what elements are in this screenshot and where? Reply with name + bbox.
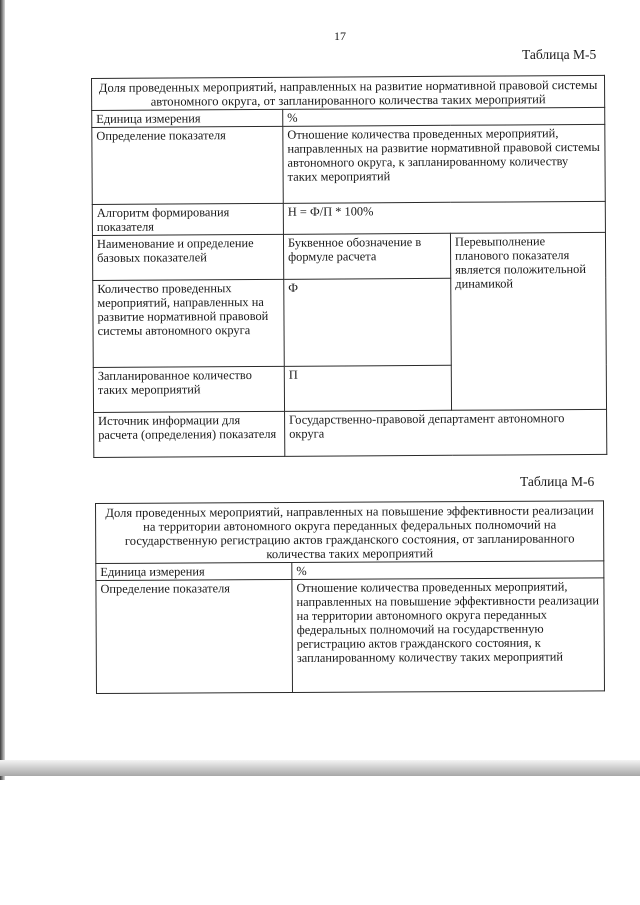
- scan-page-bottom-edge: [0, 760, 640, 776]
- table-m5-caption: Таблица М-5: [522, 47, 597, 62]
- table-m6: [95, 500, 605, 694]
- plan-label: Запланированное количество таких мероприятий: [93, 366, 284, 412]
- dynamics-note: Перевыполнение планового показателя является положительной динамикой: [450, 232, 606, 410]
- symbol-header: Буквенное обозначение в формуле расчета: [283, 233, 450, 279]
- table-row: [96, 578, 605, 694]
- table-m6-caption: Таблица М-6: [520, 474, 595, 489]
- definition-label: Определение показателя: [96, 579, 293, 693]
- definition-label: Определение показателя: [92, 126, 283, 204]
- definition-value: Отношение количества проведенных мероприятий, направленных на повышение эффективности реализации на территории автономного округа переданных федеральных полномочий на государственную регистрацию актов гражданского состояния, к запланированному количеству таких мероприятий: [292, 578, 605, 693]
- table-m5: [91, 75, 607, 458]
- unit-value: %: [283, 107, 605, 126]
- scan-edge: [0, 0, 5, 780]
- indicator-title: Доля проведенных мероприятий, направленных на развитие нормативной правовой системы автономного округа, от запланированного количества таких мероприятий: [92, 75, 605, 110]
- table-row: [94, 409, 607, 457]
- page-number: 17: [334, 29, 346, 43]
- base-indicators-label: Наименование и определение базовых показателей: [92, 234, 283, 280]
- table-row: [92, 124, 605, 204]
- table-row: [92, 232, 605, 280]
- table-row: [92, 75, 605, 110]
- definition-value: Отношение количества проведенных мероприятий, направленных на развитие нормативной правовой системы автономного округа, к запланированному количеству таких мероприятий: [283, 124, 605, 203]
- source-label: Источник информации для расчета (определения) показателя: [94, 411, 285, 457]
- table-row: [96, 501, 604, 564]
- fact-label: Количество проведенных мероприятий, направленных на развитие нормативной правовой системы автономного округа: [93, 279, 285, 367]
- algorithm-label: Алгоритм формирования показателя: [92, 203, 283, 235]
- indicator-title: Доля проведенных мероприятий, направленных на повышение эффективности реализации на территории автономного округа переданных федеральных полномочий на государственную регистрацию актов гражданского состояния, от запланированного количества таких мероприятий: [96, 501, 604, 564]
- unit-label: Единица измерения: [96, 562, 292, 580]
- source-value: Государственно-правовой департамент автономного округа: [285, 409, 607, 456]
- fact-symbol: Ф: [284, 278, 452, 366]
- unit-label: Единица измерения: [92, 109, 283, 127]
- algorithm-formula: Н = Ф/П * 100%: [283, 201, 605, 234]
- unit-value: %: [292, 561, 604, 580]
- plan-symbol: П: [284, 365, 451, 411]
- table-row: [92, 201, 605, 235]
